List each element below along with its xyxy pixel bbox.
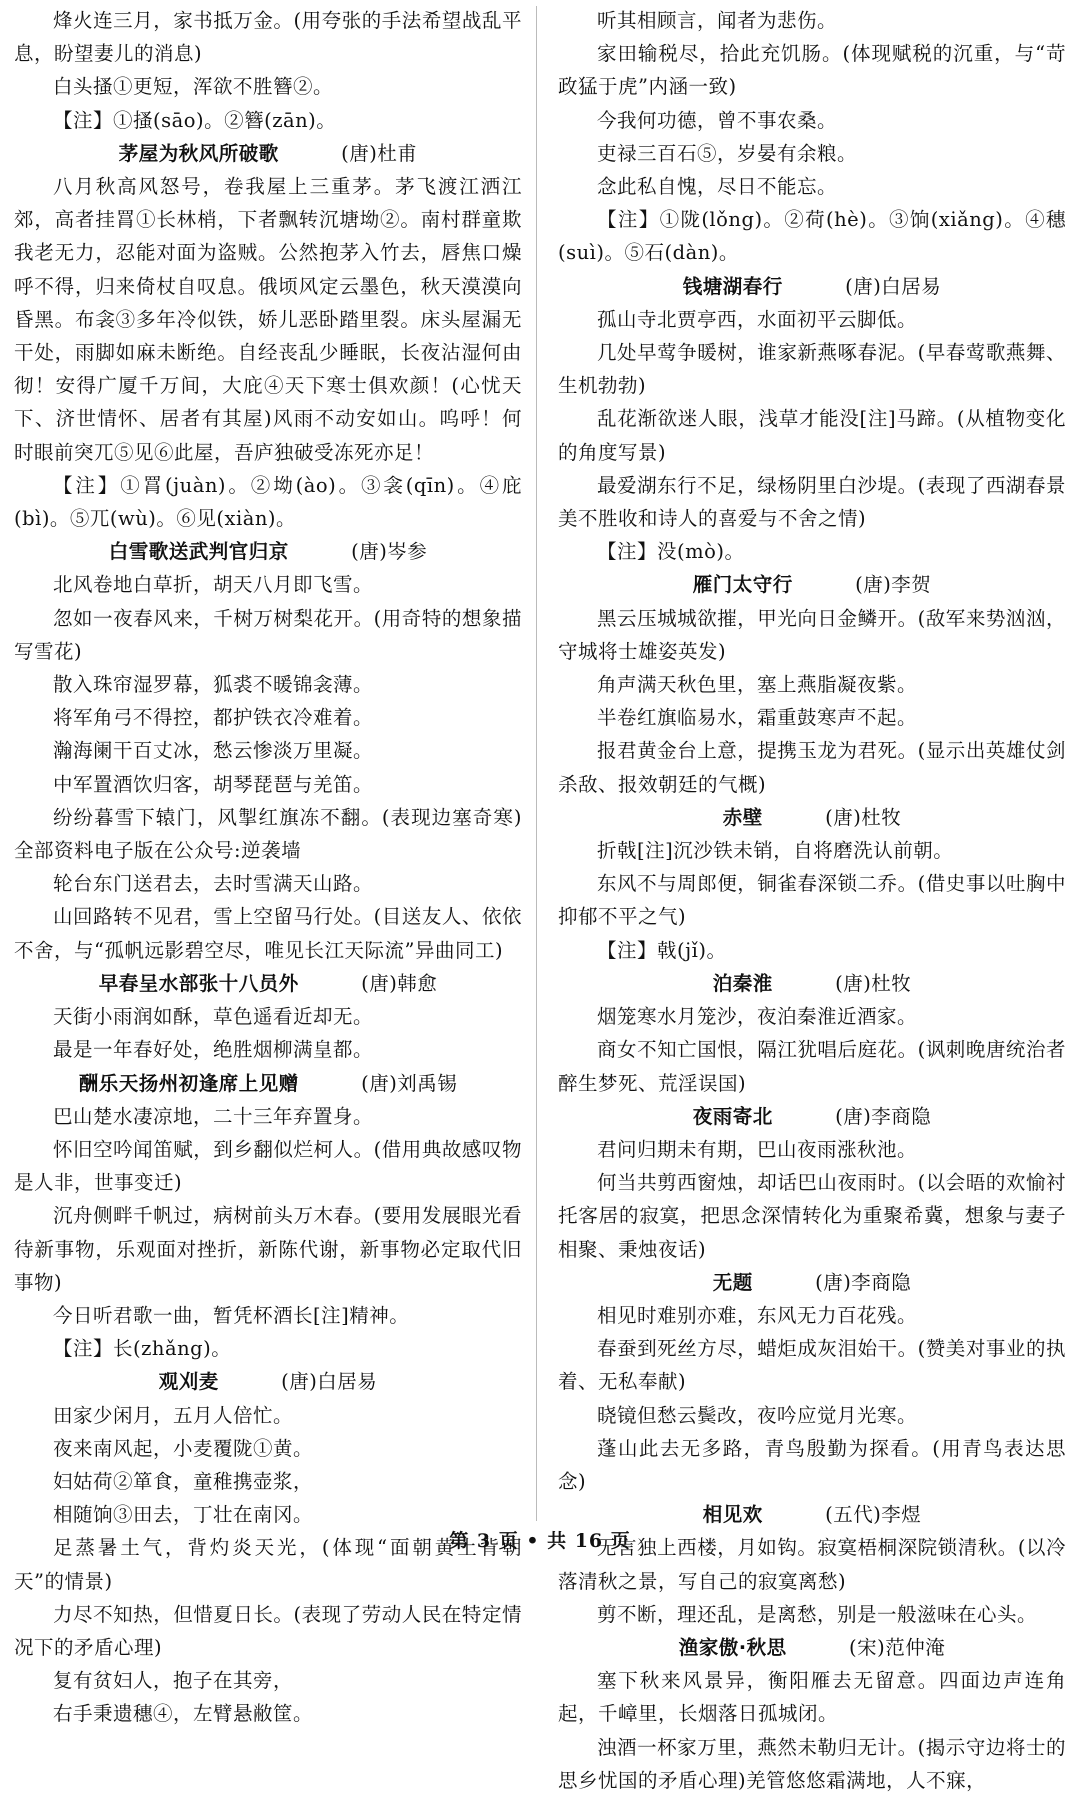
poem-heading [558,801,1066,834]
annotation-note: 【注】戟(jǐ)。 [597,938,727,962]
poem-heading [14,1067,522,1100]
poem-title: 早春呈水部张十八员外 [98,971,299,995]
poem-author: (唐)李商隐 [835,1104,932,1128]
text-paragraph: 半卷红旗临易水，霜重鼓寒声不起。 [597,706,918,730]
poem-title: 钱塘湖春行 [682,274,783,298]
poem-author: (宋)范仲淹 [849,1635,946,1659]
text-paragraph: 复有贫妇人，抱子在其旁， [53,1669,294,1693]
text-paragraph: 右手秉遗穗④，左臂悬敝筐。 [53,1702,314,1726]
text-paragraph: 相见时难别亦难，东风无力百花残。 [597,1303,918,1327]
poem-title: 无题 [712,1270,753,1294]
text-paragraph: 最是一年春好处，绝胜烟柳满皇都。 [53,1038,374,1062]
text-paragraph: 八月秋高风怒号，卷我屋上三重茅。茅飞渡江洒江郊，高者挂罥①长林梢，下者飘转沉塘坳②。南村群童欺我老无力，忍能对面为盗贼。公然抱茅入竹去，唇焦口燥呼不得，归来倚杖自叹息。俄顷风定云墨色，秋天漠漠向昏黑。布衾③多年冷似铁，娇儿恶卧踏里裂。床头屋漏无干处，雨脚如麻未断绝。自经丧乱少睡眠，长夜沾湿何由彻！安得广厦千万间，大庇④天下寒士俱欢颜！(心忧天下、济世情怀、居者有其屋)风雨不动安如山。呜呼！何时眼前突兀⑤见⑥此屋，吾庐独破受冻死亦足！ [14,175,522,464]
poem-title: 赤壁 [722,805,763,829]
poem-title: 相见欢 [702,1503,763,1527]
text-paragraph: 黑云压城城欲摧，甲光向日金鳞开。(敌军来势汹汹，守城将士雄姿英发) [558,606,1066,663]
text-paragraph: 山回路转不见君，雪上空留马行处。(目送友人、依依不舍，与“孤帆远影碧空尽，唯见长江天际流”异曲同工) [14,905,522,962]
text-paragraph: 沉舟侧畔千帆过，病树前头万木春。(要用发展眼光看待新事物，乐观面对挫折，新陈代谢，新事物必定取代旧事物) [14,1204,522,1294]
poem-heading [14,137,522,170]
annotation-note: 【注】没(mò)。 [597,540,745,564]
poem-title: 雁门太守行 [692,573,793,597]
text-paragraph: 白头搔①更短，浑欲不胜簪②。 [53,75,334,99]
poem-author: (唐)杜牧 [835,971,912,995]
text-paragraph: 中军置酒饮归客，胡琴琵琶与羌笛。 [53,772,374,796]
poem-title: 酬乐天扬州初逢席上见赠 [78,1071,299,1095]
poem-author: (唐)刘禹锡 [361,1071,458,1095]
text-paragraph: 今我何功德，曾不事农桑。 [597,108,838,132]
annotation-note: 【注】①罥(juàn)。②坳(ào)。③衾(qīn)。④庇(bì)。⑤兀(wù)。⑥见(xiàn)。 [14,473,522,531]
text-paragraph: 念此私自愧，尽日不能忘。 [597,175,838,199]
poem-author: (唐)杜甫 [341,141,418,165]
text-paragraph: 春蚕到死丝方尽，蜡炬成灰泪始干。(赞美对事业的执着、无私奉献) [558,1337,1066,1394]
poem-author: (唐)李商隐 [815,1270,912,1294]
poem-heading [558,270,1066,303]
poem-title: 泊秦淮 [712,971,773,995]
poem-title: 白雪歌送武判官归京 [108,540,289,564]
text-paragraph: 天街小雨润如酥，草色遥看近却无。 [53,1005,374,1029]
text-paragraph: 晓镜但愁云鬓改，夜吟应觉月光寒。 [597,1403,918,1427]
text-paragraph: 几处早莺争暖树，谁家新燕啄春泥。(早春莺歌燕舞、生机勃勃) [558,341,1066,398]
poem-author: (唐)白居易 [845,274,942,298]
text-paragraph: 报君黄金台上意，提携玉龙为君死。(显示出英雄仗剑杀敌、报效朝廷的气概) [558,739,1066,796]
poem-heading [558,1100,1066,1133]
column-divider [536,6,537,1521]
poem-heading [14,967,522,1000]
text-paragraph: 浊酒一杯家万里，燕然未勒归无计。(揭示守边将士的思乡忧国的矛盾心理)羌管悠悠霜满地，人不寐， [558,1735,1066,1792]
text-paragraph: 折戟[注]沉沙铁未销，自将磨洗认前朝。 [597,839,954,863]
text-paragraph: 吏禄三百石⑤，岁晏有余粮。 [597,141,858,165]
text-paragraph: 角声满天秋色里，塞上燕脂凝夜紫。 [597,673,918,697]
poem-heading [558,1631,1066,1664]
text-paragraph: 东风不与周郎便，铜雀春深锁二乔。(借史事以吐胸中抑郁不平之气) [558,872,1066,929]
text-paragraph: 散入珠帘湿罗幕，狐裘不暖锦衾薄。 [53,673,374,697]
page-footer: 第 3 页 • 共 16 页 [449,1530,631,1552]
text-paragraph: 轮台东门送君去，去时雪满天山路。 [53,872,374,896]
poem-author: (唐)杜牧 [825,805,902,829]
text-paragraph: 今日听君歌一曲，暂凭杯酒长[注]精神。 [53,1303,410,1327]
text-paragraph: 相随饷③田去，丁壮在南冈。 [53,1503,314,1527]
text-paragraph: 田家少闲月，五月人倍忙。 [53,1403,294,1427]
text-paragraph: 无言独上西楼，月如钩。寂寞梧桐深院锁清秋。(以冷落清秋之景，写自己的寂寞离愁) [558,1536,1066,1593]
poem-title: 渔家傲·秋思 [678,1635,787,1659]
poem-author: (五代)李煜 [825,1503,922,1527]
text-paragraph: 君问归期未有期，巴山夜雨涨秋池。 [597,1137,918,1161]
poem-heading [558,967,1066,1000]
annotation-note: 【注】长(zhǎng)。 [53,1337,232,1361]
text-paragraph: 足蒸暑土气，背灼炎天光，(体现“面朝黄土背朝天”的情景) [14,1536,522,1593]
poem-author: (唐)白居易 [281,1370,378,1394]
text-paragraph: 孤山寺北贾亭西，水面初平云脚低。 [597,307,918,331]
text-paragraph: 力尽不知热，但惜夏日长。(表现了劳动人民在特定情况下的矛盾心理) [14,1602,522,1659]
poem-author: (唐)韩愈 [361,971,438,995]
text-paragraph: 夜来南风起，小麦覆陇①黄。 [53,1436,314,1460]
text-paragraph: 蓬山此去无多路，青鸟殷勤为探看。(用青鸟表达思念) [558,1436,1066,1493]
poem-author: (唐)李贺 [855,573,932,597]
text-paragraph: 瀚海阑干百丈冰，愁云惨淡万里凝。 [53,739,374,763]
text-paragraph: 北风卷地白草折，胡天八月即飞雪。 [53,573,374,597]
text-paragraph: 乱花渐欲迷人眼，浅草才能没[注]马蹄。(从植物变化的角度写景) [558,407,1066,464]
text-paragraph: 烟笼寒水月笼沙，夜泊秦淮近酒家。 [597,1005,918,1029]
poem-title: 茅屋为秋风所破歌 [118,141,279,165]
text-paragraph: 塞下秋来风景异，衡阳雁去无留意。四面边声连角起，千嶂里，长烟落日孤城闭。 [558,1669,1066,1726]
text-paragraph: 妇姑荷②箪食，童稚携壶浆， [53,1469,314,1493]
annotation-note: 【注】①搔(sāo)。②簪(zān)。 [53,108,337,132]
text-paragraph: 最爱湖东行不足，绿杨阴里白沙堤。(表现了西湖春景美不胜收和诗人的喜爱与不舍之情) [558,473,1066,531]
text-paragraph: 听其相顾言，闻者为悲伤。 [597,9,838,32]
text-paragraph: 烽火连三月，家书抵万金。(用夸张的手法希望战乱平息，盼望妻儿的消息) [14,9,522,66]
left-column [14,4,522,1731]
poem-title: 夜雨寄北 [692,1104,773,1128]
text-paragraph: 纷纷暮雪下辕门，风掣红旗冻不翻。(表现边塞奇寒) 全部资料电子版在公众号:逆袭墙 [14,805,522,863]
poem-heading [558,568,1066,601]
text-paragraph: 商女不知亡国恨，隔江犹唱后庭花。(讽刺晚唐统治者醉生梦死、荒淫误国) [558,1038,1066,1095]
poem-heading [14,1365,522,1398]
text-paragraph: 忽如一夜春风来，千树万树梨花开。(用奇特的想象描写雪花) [14,606,522,663]
annotation-note: 【注】①陇(lǒng)。②荷(hè)。③饷(xiǎng)。④穗(suì)。⑤石(dàn)。 [558,208,1066,265]
poem-heading [558,1266,1066,1299]
poem-title: 观刈麦 [158,1370,219,1394]
text-paragraph: 何当共剪西窗烛，却话巴山夜雨时。(以会晤的欢愉衬托客居的寂寞，把思念深情转化为重聚希冀，想象与妻子相聚、秉烛夜话) [558,1171,1066,1261]
poem-author: (唐)岑参 [351,540,428,564]
text-paragraph: 家田输税尽，拾此充饥肠。(体现赋税的沉重，与“苛政猛于虎”内涵一致) [558,42,1066,99]
text-paragraph: 剪不断，理还乱，是离愁，别是一般滋味在心头。 [597,1602,1038,1626]
text-paragraph: 怀旧空吟闻笛赋，到乡翻似烂柯人。(借用典故感叹物是人非，世事变迁) [14,1137,522,1195]
text-paragraph: 将军角弓不得控，都护铁衣冷难着。 [53,706,374,730]
text-paragraph: 巴山楚水凄凉地，二十三年弃置身。 [53,1104,374,1128]
poem-heading [14,535,522,568]
